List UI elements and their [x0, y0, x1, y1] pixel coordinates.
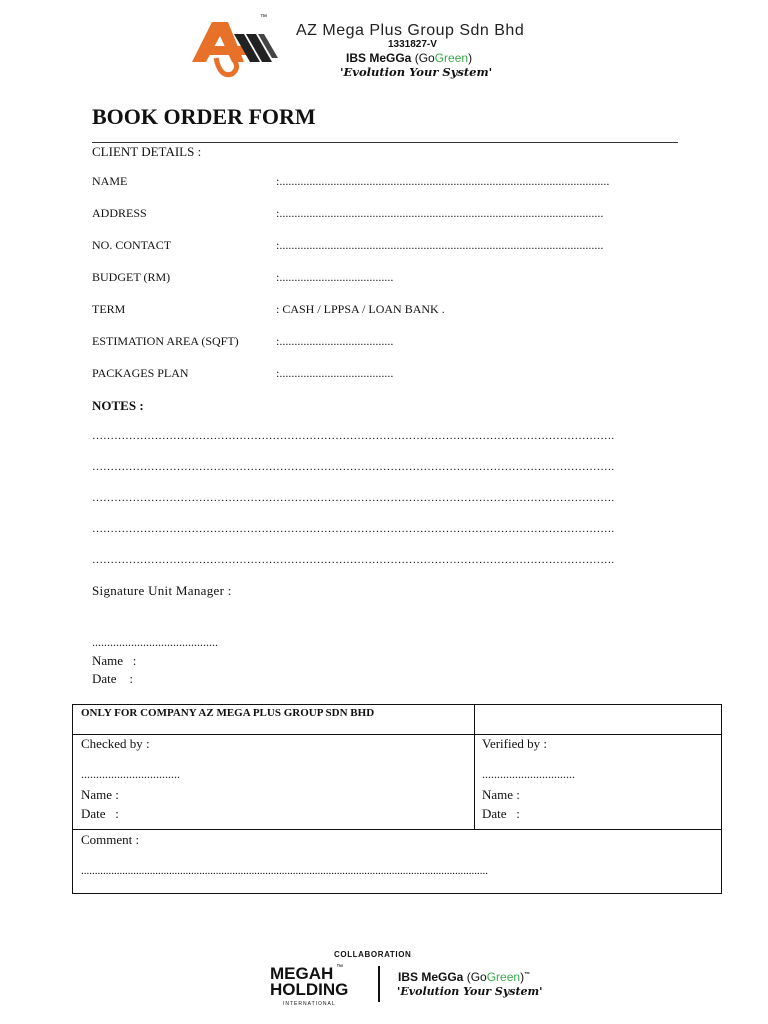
- form-title: BOOK ORDER FORM: [92, 104, 316, 129]
- company-use-heading: ONLY FOR COMPANY AZ MEGA PLUS GROUP SDN BHD: [81, 707, 375, 719]
- note-line-2[interactable]: …………………………………………………………………………………………………………………………….: [92, 461, 615, 473]
- footer-brand-tm: ™: [524, 972, 531, 978]
- brand-name: [346, 51, 472, 65]
- registration-number: 1331827-V: [388, 39, 437, 50]
- brand-close: ): [468, 51, 473, 65]
- megah-trademark: ™: [336, 964, 343, 971]
- note-line-3[interactable]: …………………………………………………………………………………………………………………………….: [92, 492, 615, 504]
- footer-brand-prefix: IBS MeGGa: [398, 970, 464, 984]
- field-label-estimation-area: ESTIMATION AREA (SQFT): [92, 334, 239, 348]
- comment-label: Comment :: [81, 832, 140, 847]
- footer-brand-green: Green: [486, 970, 521, 984]
- verified-by-line[interactable]: ...............................: [482, 767, 575, 781]
- box-row-divider-1: [73, 734, 721, 735]
- title-divider: [92, 142, 678, 143]
- checked-name: Name :: [81, 787, 119, 802]
- footer-slogan: 'Evolution Your System': [397, 985, 543, 998]
- brand-open: (Go: [414, 51, 435, 65]
- trademark-symbol: ™: [260, 14, 267, 21]
- checked-date: Date :: [81, 806, 119, 821]
- slogan: 'Evolution Your System': [340, 65, 493, 79]
- company-name: AZ Mega Plus Group Sdn Bhd: [296, 22, 525, 39]
- signature-label: Signature Unit Manager :: [92, 583, 232, 598]
- brand-green: Green: [434, 51, 469, 65]
- client-details-heading: CLIENT DETAILS :: [92, 144, 202, 159]
- verified-name: Name :: [482, 787, 520, 802]
- footer-divider: [378, 966, 380, 1002]
- notes-label: NOTES :: [92, 398, 144, 413]
- field-label-packages-plan: PACKAGES PLAN: [92, 366, 189, 380]
- signature-date: Date :: [92, 671, 134, 686]
- note-line-1[interactable]: …………………………………………………………………………………………………………………………….: [92, 430, 615, 442]
- note-line-4[interactable]: …………………………………………………………………………………………………………………………….: [92, 523, 615, 535]
- company-use-box: [72, 704, 722, 894]
- field-value-estimation-area[interactable]: :......................................: [276, 334, 394, 348]
- note-line-5[interactable]: …………………………………………………………………………………………………………………………….: [92, 554, 615, 566]
- footer-brand-name: [398, 970, 530, 984]
- comment-line[interactable]: ....................................................................................................................................................: [81, 865, 488, 877]
- field-label-name: NAME: [92, 174, 128, 188]
- checked-by-line[interactable]: .................................: [81, 767, 180, 781]
- signature-line[interactable]: ..........................................: [92, 635, 218, 649]
- signature-name: Name :: [92, 653, 137, 668]
- verified-date: Date :: [482, 806, 520, 821]
- verified-by-label: Verified by :: [482, 736, 547, 751]
- brand-prefix: IBS MeGGa: [346, 51, 412, 65]
- field-label-contact: NO. CONTACT: [92, 238, 172, 252]
- box-vertical-divider: [474, 705, 475, 830]
- logo-s-curve: [216, 58, 237, 75]
- field-label-address: ADDRESS: [92, 206, 147, 220]
- field-value-term[interactable]: : CASH / LPPSA / LOAN BANK .: [276, 302, 445, 316]
- field-value-name[interactable]: :..............................................................................................................: [276, 174, 610, 188]
- field-label-budget: BUDGET (RM): [92, 270, 171, 284]
- field-value-address[interactable]: :............................................................................................................: [276, 206, 604, 220]
- field-value-contact[interactable]: :............................................................................................................: [276, 238, 604, 252]
- logo-bar: [200, 46, 246, 55]
- megah-word: MEGAH: [270, 964, 334, 983]
- box-row-divider-2: [73, 829, 721, 830]
- footer-brand-close: ): [520, 970, 525, 984]
- company-logo: [190, 16, 280, 80]
- field-value-budget[interactable]: :......................................: [276, 270, 394, 284]
- logo-a-shape: [192, 22, 244, 62]
- field-value-packages-plan[interactable]: :......................................: [276, 366, 394, 380]
- holding-word: HOLDING: [270, 980, 349, 999]
- collaboration-label: COLLABORATION: [334, 950, 412, 959]
- footer-brand-open: (Go: [466, 970, 487, 984]
- field-label-term: TERM: [92, 302, 126, 316]
- checked-by-label: Checked by :: [81, 736, 150, 751]
- megah-international: INTERNATIONAL: [283, 1001, 336, 1007]
